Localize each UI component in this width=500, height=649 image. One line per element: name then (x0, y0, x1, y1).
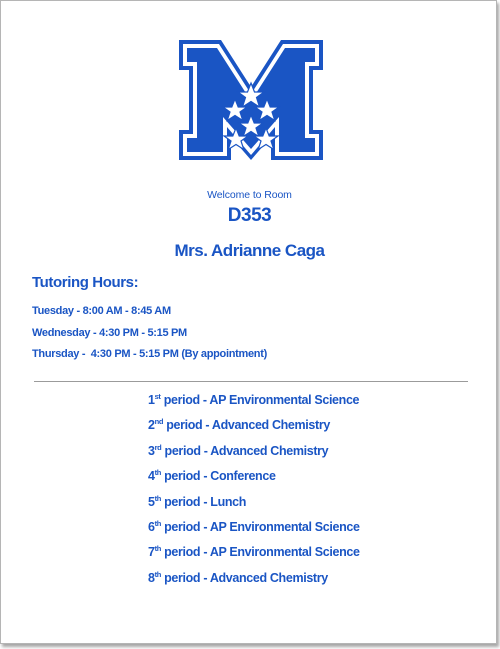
tutoring-hours-list (32, 304, 267, 369)
period-item: 7th period - AP Environmental Science (148, 544, 360, 560)
tutoring-heading: Tutoring Hours: (32, 274, 139, 291)
period-item: 2nd period - Advanced Chemistry (148, 417, 330, 433)
welcome-text: Welcome to Room (207, 189, 292, 201)
room-number: D353 (227, 205, 272, 226)
period-item: 3rd period - Advanced Chemistry (148, 442, 329, 458)
period-item: 8th period - Advanced Chemistry (148, 569, 328, 585)
tutoring-hours-item: Thursday - 4:30 PM - 5:15 PM (By appointment) (32, 348, 267, 360)
period-item: 4th period - Conference (148, 468, 276, 484)
section-divider (34, 381, 468, 382)
period-item: 1st period - AP Environmental Science (148, 392, 360, 407)
tutoring-hours-item: Wednesday - 4:30 PM - 5:15 PM (32, 326, 187, 339)
period-item: 6th period - AP Environmental Science (148, 518, 360, 534)
tutoring-hours-item: Tuesday - 8:00 AM - 8:45 AM (32, 305, 171, 317)
period-item: 5th period - Lunch (148, 493, 247, 509)
m-stars-logo-icon (178, 39, 324, 161)
teacher-name: Mrs. Adrianne Caga (174, 241, 325, 260)
period-schedule-list (148, 391, 360, 594)
